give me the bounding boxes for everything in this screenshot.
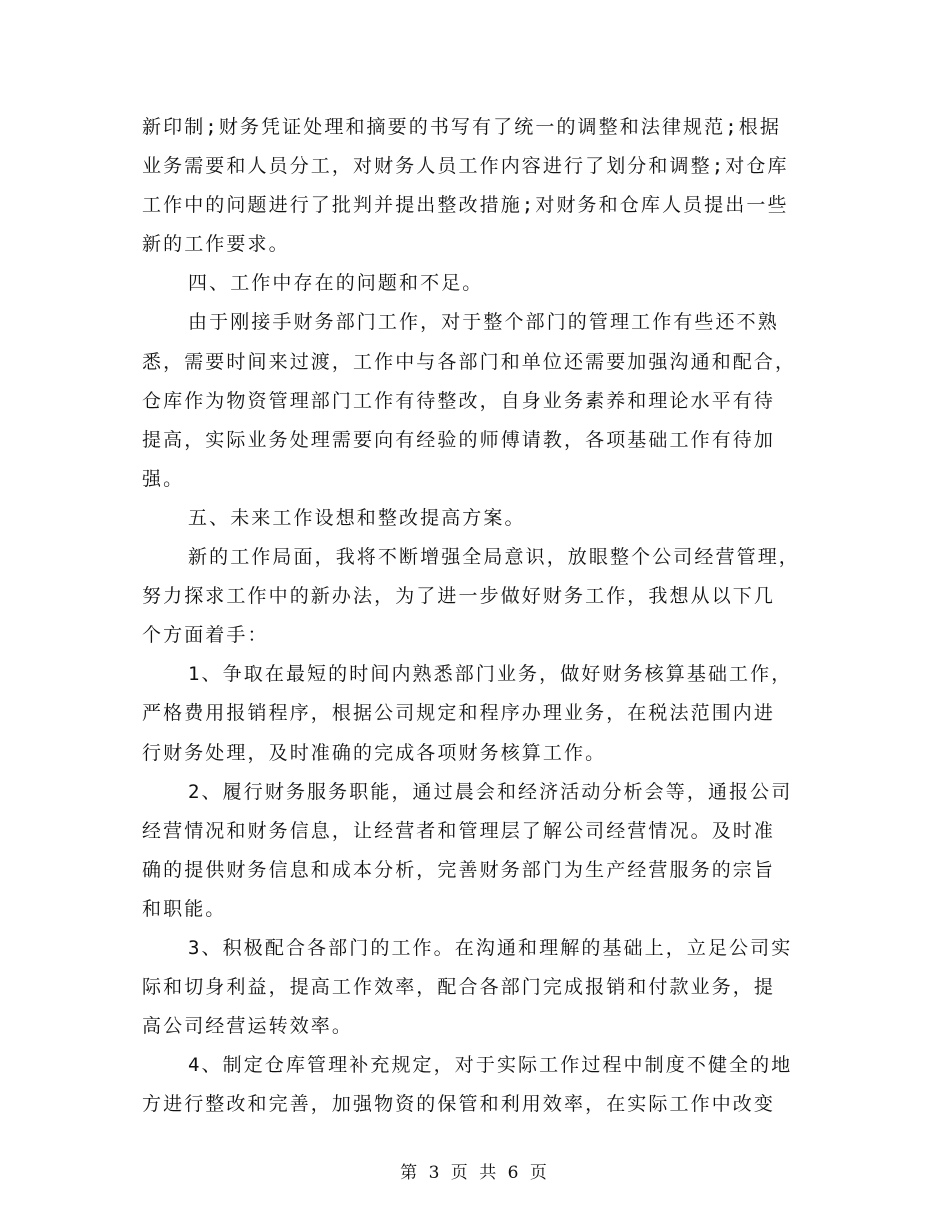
text-line: 提高，实际业务处理需要向有经验的师傅请教，各项基础工作有待加 bbox=[142, 428, 776, 451]
text-line: 个方面着手： bbox=[142, 624, 269, 647]
text-line: 行财务处理，及时准确的完成各项财务核算工作。 bbox=[142, 741, 607, 764]
section-heading-five bbox=[142, 499, 810, 538]
text-line: 新的工作局面，我将不断增强全局意识，放眼整个公司经营管理， bbox=[188, 546, 800, 569]
heading-line: 四、工作中存在的问题和不足。 bbox=[188, 272, 484, 295]
text-line: 确的提供财务信息和成本分析，完善财务部门为生产经营服务的宗旨 bbox=[142, 858, 776, 881]
text-line: 经营情况和财务信息，让经营者和管理层了解公司经营情况。及时准 bbox=[142, 819, 776, 842]
heading-line: 五、未来工作设想和整改提高方案。 bbox=[188, 506, 526, 529]
text-line: 际和切身利益，提高工作效率，配合各部门完成报销和付款业务，提 bbox=[142, 976, 776, 999]
paragraph-problems bbox=[142, 303, 810, 498]
list-item-1 bbox=[142, 655, 810, 772]
text-line: 严格费用报销程序，根据公司规定和程序办理业务，在税法范围内进 bbox=[142, 702, 776, 725]
text-line: 由于刚接手财务部门工作，对于整个部门的管理工作有些还不熟 bbox=[188, 311, 779, 334]
list-item-4 bbox=[142, 1046, 810, 1124]
text-line: 1、争取在最短的时间内熟悉部门业务，做好财务核算基础工作， bbox=[188, 663, 793, 686]
list-item-2 bbox=[142, 773, 810, 929]
text-line: 强。 bbox=[142, 467, 185, 490]
page-number-footer: 第 3 页 共 6 页 bbox=[400, 1163, 550, 1183]
text-line: 仓库作为物资管理部门工作有待整改，自身业务素养和理论水平有待 bbox=[142, 389, 776, 412]
text-line: 努力探求工作中的新办法，为了进一步做好财务工作，我想从以下几 bbox=[142, 585, 776, 608]
text-line: 4、制定仓库管理补充规定，对于实际工作过程中制度不健全的地 bbox=[188, 1054, 793, 1077]
list-item-3 bbox=[142, 929, 810, 1046]
text-line: 新的工作要求。 bbox=[142, 233, 290, 256]
section-heading-four bbox=[142, 264, 810, 303]
document-body bbox=[142, 108, 810, 1124]
text-line: 高公司经营运转效率。 bbox=[142, 1015, 354, 1038]
text-line: 和职能。 bbox=[142, 897, 227, 920]
text-line: 2、履行财务服务职能，通过晨会和经济活动分析会等，通报公司 bbox=[188, 780, 793, 803]
paragraph-plan-intro bbox=[142, 538, 810, 655]
text-line: 工作中的问题进行了批判并提出整改措施;对财务和仓库人员提出一些 bbox=[142, 194, 789, 217]
text-line: 方进行整改和完善，加强物资的保管和利用效率，在实际工作中改变 bbox=[142, 1093, 776, 1116]
text-line: 新印制;财务凭证处理和摘要的书写有了统一的调整和法律规范;根据 bbox=[142, 116, 781, 138]
text-line: 悉，需要时间来过渡，工作中与各部门和单位还需要加强沟通和配合， bbox=[142, 350, 797, 373]
text-line: 业务需要和人员分工，对财务人员工作内容进行了划分和调整;对仓库 bbox=[142, 155, 789, 178]
paragraph-continuation bbox=[142, 108, 810, 264]
text-line: 3、积极配合各部门的工作。在沟通和理解的基础上，立足公司实 bbox=[188, 936, 793, 959]
